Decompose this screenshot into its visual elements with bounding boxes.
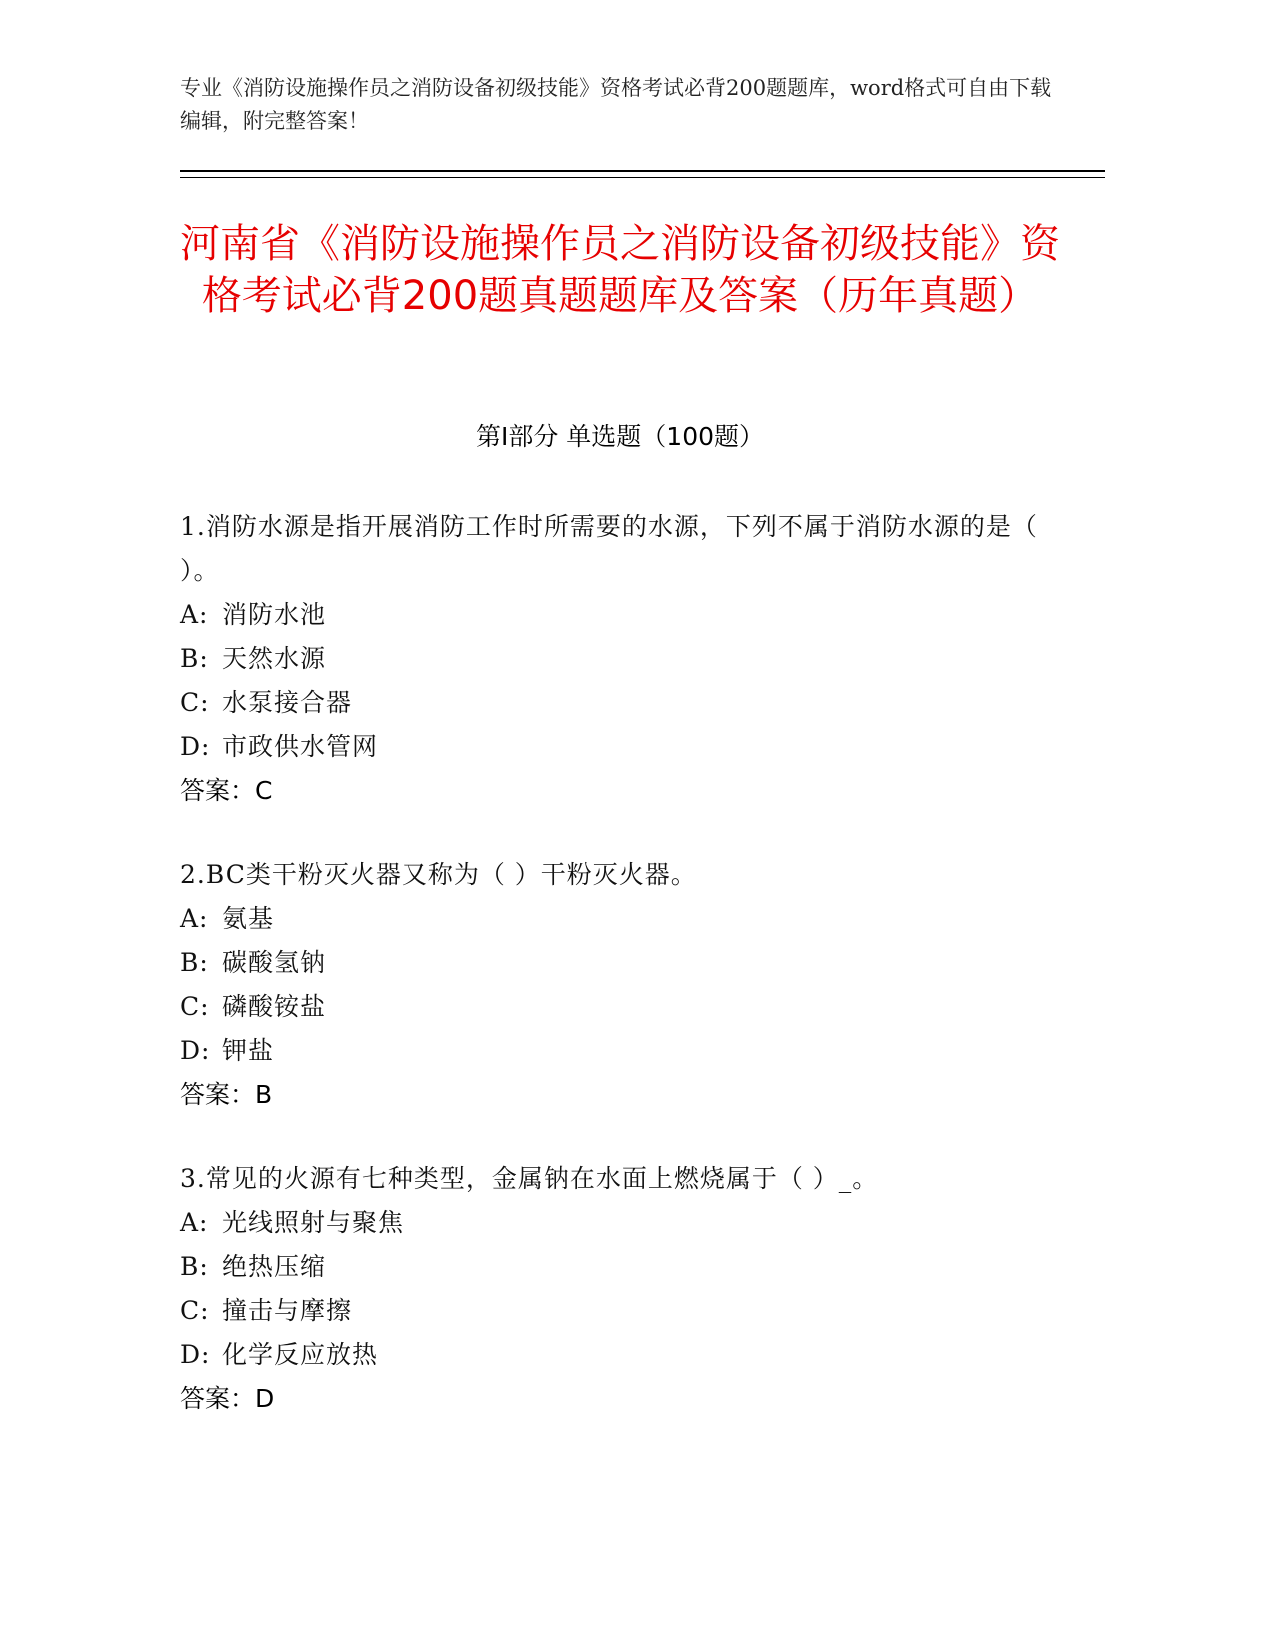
option-letter: B:	[180, 948, 209, 977]
option-text: 水泵接合器	[222, 688, 353, 717]
question-2	[180, 853, 1060, 1117]
option-text: 化学反应放热	[222, 1340, 379, 1369]
option-c	[180, 985, 1060, 1029]
option-d	[180, 1333, 1060, 1377]
option-b	[180, 1245, 1060, 1289]
section-heading: 第Ⅰ部分 单选题（100题）	[475, 422, 765, 451]
answer-label: 答案：	[180, 776, 256, 805]
document-title: 河南省《消防设施操作员之消防设备初级技能》资格考试必背200题真题题库及答案（历年真题）	[180, 221, 1060, 319]
option-c	[180, 681, 1060, 725]
option-c	[180, 1289, 1060, 1333]
answer-value: D	[255, 1384, 275, 1413]
option-a	[180, 1201, 1060, 1245]
option-text: 撞击与摩擦	[222, 1296, 353, 1325]
header-note: 专业《消防设施操作员之消防设备初级技能》资格考试必背200题题库，word格式可自由下载编辑，附完整答案！	[180, 76, 1052, 133]
answer-value: C	[255, 776, 273, 805]
question-stem: 3.常见的火源有七种类型，金属钠在水面上燃烧属于（ ）_。	[180, 1164, 879, 1193]
question-1	[180, 505, 1060, 813]
option-text: 消防水池	[222, 600, 327, 629]
option-letter: C:	[180, 688, 210, 717]
option-text: 碳酸氢钠	[222, 948, 327, 977]
option-letter: B:	[180, 644, 209, 673]
answer-line	[180, 1377, 1060, 1421]
option-text: 市政供水管网	[222, 732, 379, 761]
option-b	[180, 941, 1060, 985]
answer-value: B	[255, 1080, 273, 1109]
question-list	[180, 505, 1060, 1461]
option-text: 氨基	[222, 904, 275, 933]
question-stem: 1.消防水源是指开展消防工作时所需要的水源，下列不属于消防水源的是（ ）。	[180, 512, 1038, 585]
option-letter: C:	[180, 1296, 210, 1325]
option-letter: D:	[180, 1340, 211, 1369]
option-letter: A:	[180, 904, 209, 933]
option-text: 钾盐	[222, 1036, 275, 1065]
option-text: 绝热压缩	[222, 1252, 327, 1281]
option-b	[180, 637, 1060, 681]
option-letter: D:	[180, 1036, 211, 1065]
header-rule-thin	[180, 177, 1105, 178]
question-3	[180, 1157, 1060, 1421]
answer-label: 答案：	[180, 1080, 256, 1109]
question-stem: 2.BC类干粉灭火器又称为（ ）干粉灭火器。	[180, 860, 697, 889]
option-a	[180, 593, 1060, 637]
answer-label: 答案：	[180, 1384, 256, 1413]
option-text: 天然水源	[222, 644, 327, 673]
option-d	[180, 725, 1060, 769]
option-letter: B:	[180, 1252, 209, 1281]
option-text: 磷酸铵盐	[222, 992, 327, 1021]
option-letter: A:	[180, 1208, 209, 1237]
answer-line	[180, 1073, 1060, 1117]
answer-line	[180, 769, 1060, 813]
option-letter: C:	[180, 992, 210, 1021]
header-rule-thick	[180, 170, 1105, 172]
option-letter: A:	[180, 600, 209, 629]
option-text: 光线照射与聚焦	[222, 1208, 405, 1237]
option-d	[180, 1029, 1060, 1073]
option-a	[180, 897, 1060, 941]
option-letter: D:	[180, 732, 211, 761]
